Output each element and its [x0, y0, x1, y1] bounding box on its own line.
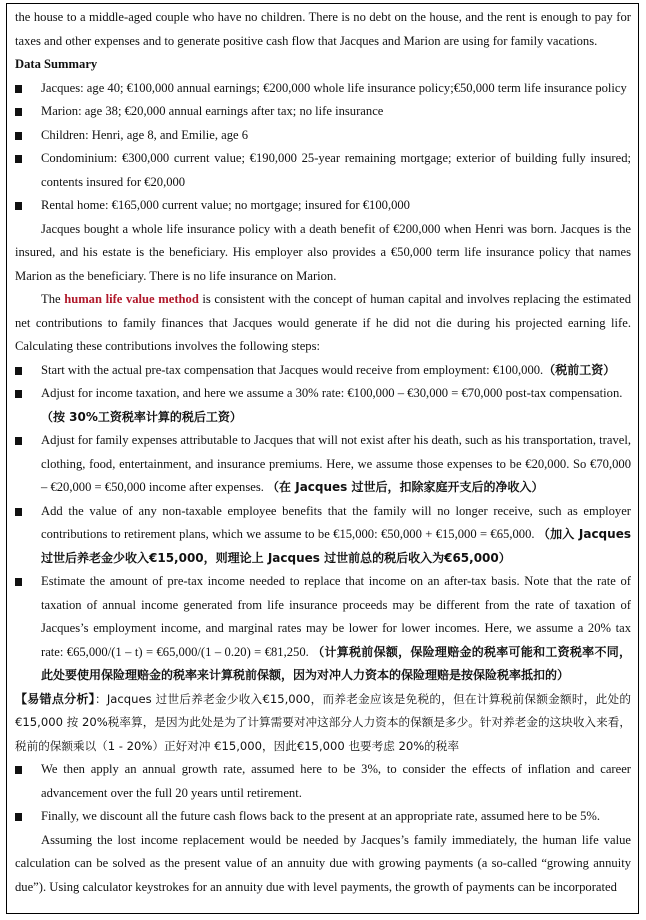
square-bullet-icon — [15, 508, 22, 516]
list-item: Condominium: €300,000 current value; €190,000 25-year remaining mortgage; exterior of building fully insured; contents insured for €20,000 — [15, 147, 631, 194]
data-summary-heading: Data Summary — [15, 57, 98, 71]
error-analysis-label: 【易错点分析】 — [15, 691, 95, 706]
square-bullet-icon — [15, 367, 22, 375]
list-item: We then apply an annual growth rate, assumed here to be 3%, to consider the effects of inflation and career advancement over the full 20 years until retirement. — [15, 758, 631, 805]
steps-after-list — [15, 758, 631, 829]
intro-paragraph: the house to a middle-aged couple who have no children. There is no debt on the house, and the rent is enough to pay for taxes and other expenses and to generate positive cash flow that Jacques and Marion are using for family vacations. — [15, 10, 631, 48]
square-bullet-icon — [15, 155, 22, 163]
data-summary-list — [15, 77, 631, 218]
insurance-paragraph: Jacques bought a whole life insurance policy with a death benefit of €200,000 when Henri was born. Jacques is the insured, and his estate is the beneficiary. His employer also provides a €50,000 term life insurance policy that names Marion as the beneficiary. There is no life insurance on Marion. — [15, 221, 631, 283]
closing-paragraph: Assuming the lost income replacement would be needed by Jacques’s family immediately, the human life value calculation can be solved as the present value of an annuity due with growing payments (a so-called “growing annuity due”). Using calculator keystrokes for an annuity due with level payments, the growth of payments can be incorporated — [15, 832, 631, 894]
list-item: Estimate the amount of pre-tax income needed to replace that income on an after-tax basis. Note that the rate of taxation of annual income generated from life insurance proceeds may be different from the rate of taxation of Jacques’s employment income, and marginal rates may be lower for lower incomes. Here, we assume a 20% tax rate: €65,000/(1 – t) = €65,000/(1 – 0.20) = €81,250. （计算税前保额，保险理赔金的税率可能和工资税率不同，此处要使用保险理赔金的税率来计算税前保额，因为对冲人力资本的保险理赔是按保险税率抵扣的） — [15, 570, 631, 688]
square-bullet-icon — [15, 766, 22, 774]
square-bullet-icon — [15, 390, 22, 398]
square-bullet-icon — [15, 108, 22, 116]
list-item: Add the value of any non-taxable employee benefits that the family will no longer receive, such as employer contributions to retirement plans, which we assume to be €15,000: €50,000 + €15,000 = €65,000. （加入 Jacques 过世后养老金少收入€15,000，则理论上 Jacques 过世前总的税后收入为€65,000） — [15, 500, 631, 571]
square-bullet-icon — [15, 132, 22, 140]
square-bullet-icon — [15, 578, 22, 586]
hlv-term: human life value method — [64, 292, 199, 306]
hlv-paragraph: The human life value method is consistent with the concept of human capital and involves replacing the estimated net contributions to family finances that Jacques would generate if he did not die during his projected earning life. Calculating these contributions involves the following steps: — [15, 292, 631, 353]
square-bullet-icon — [15, 85, 22, 93]
list-item: Adjust for family expenses attributable to Jacques that will not exist after his death, such as his transportation, travel, clothing, food, entertainment, and insurance premiums. Here, we assume those expenses to be €20,000. So €70,000 – €20,000 = €50,000 income after expenses. （在 Jacques 过世后，扣除家庭开支后的净收入） — [15, 429, 631, 500]
square-bullet-icon — [15, 437, 22, 445]
list-item: Children: Henri, age 8, and Emilie, age 6 — [15, 124, 631, 148]
document-page — [6, 3, 639, 914]
list-item: Finally, we discount all the future cash flows back to the present at an appropriate rate, assumed here to be 5%. — [15, 805, 631, 829]
square-bullet-icon — [15, 202, 22, 210]
error-analysis-note: 【易错点分析】：Jacques 过世后养老金少收入€15,000，而养老金应该是免税的，但在计算税前保额金额时，此处的€15,000 按 20%税率算，是因为此处是为了计算需要对冲这部分人力资本的保额是多少。针对养老金的这块收入来看，税前的保额乘以（1 - 20%）正好对冲 €15,000，因此€15,000 也要考虑 20%的税率 — [15, 691, 631, 753]
square-bullet-icon — [15, 813, 22, 821]
list-item: Marion: age 38; €20,000 annual earnings after tax; no life insurance — [15, 100, 631, 124]
list-item: Jacques: age 40; €100,000 annual earnings; €200,000 whole life insurance policy;€50,000 term life insurance policy — [15, 77, 631, 101]
steps-list — [15, 359, 631, 688]
list-item: Rental home: €165,000 current value; no mortgage; insured for €100,000 — [15, 194, 631, 218]
list-item: Start with the actual pre-tax compensation that Jacques would receive from employment: €100,000.（税前工资） — [15, 359, 631, 383]
list-item: Adjust for income taxation, and here we assume a 30% rate: €100,000 – €30,000 = €70,000 post-tax compensation. （按 30%工资税率计算的税后工资） — [15, 382, 631, 429]
